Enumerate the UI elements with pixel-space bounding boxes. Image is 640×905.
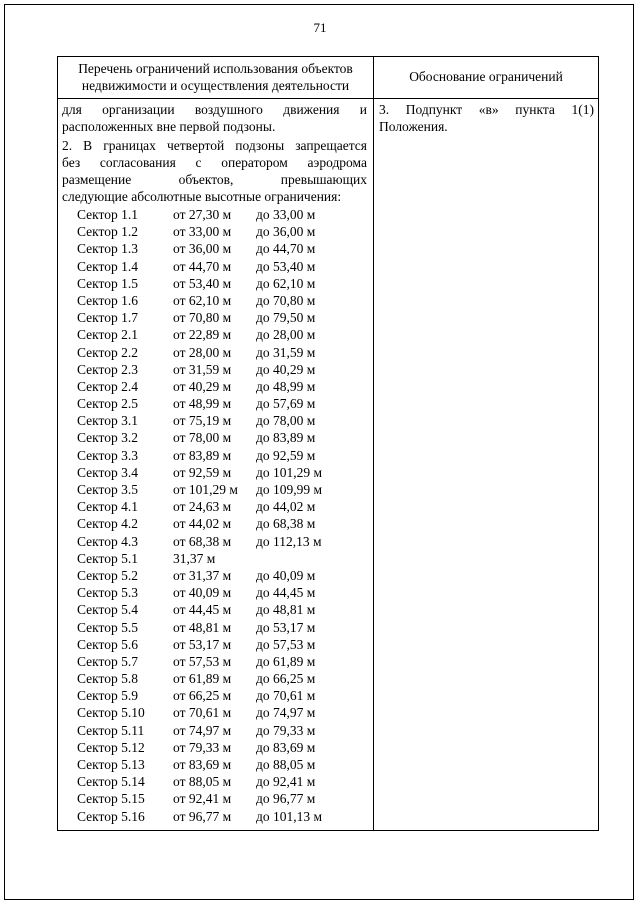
sector-to-height: до 78,00 м bbox=[256, 413, 316, 429]
sector-from-height: от 44,45 м bbox=[173, 602, 232, 618]
sector-row bbox=[62, 447, 367, 464]
sector-row bbox=[62, 808, 367, 825]
text-line: для организации воздушного движения и bbox=[62, 102, 367, 117]
sector-row bbox=[62, 619, 367, 636]
sector-name: Сектор 1.5 bbox=[77, 275, 139, 291]
text-line: размещение объектов, превышающих bbox=[62, 172, 367, 187]
sector-to-height: до 66,25 м bbox=[256, 671, 316, 687]
sector-from-height: от 36,00 м bbox=[173, 241, 232, 257]
sector-row bbox=[62, 464, 367, 481]
sector-to-height: до 48,99 м bbox=[256, 378, 316, 394]
sector-to-height: до 44,45 м bbox=[256, 585, 316, 601]
sector-row bbox=[62, 550, 367, 567]
sector-to-height: до 28,00 м bbox=[256, 327, 316, 343]
sector-to-height: до 31,59 м bbox=[256, 344, 316, 360]
sector-to-height: до 33,00 м bbox=[256, 207, 316, 222]
sector-to-height: до 83,89 м bbox=[256, 430, 316, 446]
sector-row bbox=[62, 258, 367, 275]
sector-name: Сектор 5.4 bbox=[77, 602, 139, 618]
sector-name: Сектор 5.16 bbox=[77, 808, 145, 824]
sector-from-height: от 83,89 м bbox=[173, 447, 232, 463]
sector-row bbox=[62, 240, 367, 257]
sector-row bbox=[62, 412, 367, 429]
sector-list bbox=[62, 206, 367, 825]
sector-from-height: от 53,17 м bbox=[173, 636, 232, 652]
sector-from-height: от 101,29 м bbox=[173, 482, 238, 497]
sector-from-height: от 40,29 м bbox=[173, 378, 232, 394]
sector-name: Сектор 2.5 bbox=[77, 396, 139, 412]
sector-to-height: до 44,02 м bbox=[256, 499, 316, 515]
sector-from-height: от 70,80 м bbox=[173, 310, 232, 326]
sector-name: Сектор 4.1 bbox=[77, 499, 139, 515]
sector-from-height: от 57,53 м bbox=[173, 653, 232, 669]
sector-row bbox=[62, 790, 367, 807]
sector-from-height: от 66,25 м bbox=[173, 688, 232, 704]
sector-row bbox=[62, 739, 367, 756]
sector-from-height: от 92,59 м bbox=[173, 464, 232, 480]
sector-row bbox=[62, 687, 367, 704]
sector-row bbox=[62, 275, 367, 292]
sector-row bbox=[62, 704, 367, 721]
sector-to-height: до 44,70 м bbox=[256, 241, 316, 257]
sector-name: Сектор 5.14 bbox=[77, 774, 145, 790]
sector-name: Сектор 1.2 bbox=[77, 224, 139, 240]
sector-from-height: от 62,10 м bbox=[173, 292, 232, 308]
text-line: следующие абсолютные высотные ограничения: bbox=[62, 189, 342, 204]
sector-to-height: до 92,41 м bbox=[256, 774, 316, 790]
sector-from-height: от 22,89 м bbox=[173, 327, 232, 343]
sector-from-height: от 40,09 м bbox=[173, 585, 232, 601]
sector-to-height: до 74,97 м bbox=[256, 705, 316, 721]
column-divider bbox=[373, 57, 374, 830]
sector-name: Сектор 3.5 bbox=[77, 482, 139, 497]
sector-row bbox=[62, 756, 367, 773]
sector-name: Сектор 5.5 bbox=[77, 619, 139, 635]
sector-from-height: от 33,00 м bbox=[173, 224, 232, 240]
sector-from-height: от 48,99 м bbox=[173, 396, 232, 412]
sector-row bbox=[62, 636, 367, 653]
sector-name: Сектор 3.4 bbox=[77, 464, 139, 480]
justification-cell bbox=[379, 101, 594, 135]
header-left-column bbox=[58, 60, 373, 94]
sector-row bbox=[62, 378, 367, 395]
sector-row bbox=[62, 533, 367, 550]
sector-name: Сектор 5.6 bbox=[77, 636, 139, 652]
sector-to-height: до 40,09 м bbox=[256, 567, 316, 583]
sector-name: Сектор 5.10 bbox=[77, 705, 145, 721]
sector-row bbox=[62, 722, 367, 739]
header-right-column: Обоснование ограничений bbox=[409, 69, 563, 84]
sector-name: Сектор 5.8 bbox=[77, 671, 139, 687]
sector-name: Сектор 2.1 bbox=[77, 327, 139, 343]
sector-to-height: до 68,38 м bbox=[256, 516, 316, 532]
sector-name: Сектор 1.4 bbox=[77, 258, 139, 274]
sector-to-height: до 101,13 м bbox=[256, 808, 323, 824]
sector-from-height: от 78,00 м bbox=[173, 430, 232, 446]
sector-from-height: от 79,33 м bbox=[173, 739, 232, 755]
text-line: расположенных вне первой подзоны. bbox=[62, 119, 276, 134]
sector-name: Сектор 1.6 bbox=[77, 292, 139, 308]
sector-to-height: до 57,69 м bbox=[256, 396, 316, 412]
sector-from-height: от 44,02 м bbox=[173, 516, 232, 532]
text-line: 2. В границах четвертой подзоны запрещается bbox=[62, 138, 367, 153]
sector-from-height: от 74,97 м bbox=[173, 722, 232, 738]
sector-row bbox=[62, 292, 367, 309]
header-left-line: недвижимости и осуществления деятельности bbox=[81, 78, 350, 93]
sector-row bbox=[62, 601, 367, 618]
sector-from-height: от 96,77 м bbox=[173, 808, 232, 824]
sector-to-height: до 96,77 м bbox=[256, 791, 316, 807]
sector-to-height: до 36,00 м bbox=[256, 224, 316, 240]
sector-name: Сектор 5.7 bbox=[77, 653, 139, 669]
sector-row bbox=[62, 481, 367, 498]
sector-from-height: от 75,19 м bbox=[173, 413, 232, 429]
sector-to-height: до 48,81 м bbox=[256, 602, 316, 618]
sector-name: Сектор 1.7 bbox=[77, 310, 139, 326]
sector-to-height: до 109,99 м bbox=[256, 482, 323, 497]
sector-to-height: до 53,40 м bbox=[256, 258, 316, 274]
sector-from-height: от 24,63 м bbox=[173, 499, 232, 515]
sector-to-height: до 57,53 м bbox=[256, 636, 316, 652]
sector-row bbox=[62, 773, 367, 790]
sector-row bbox=[62, 498, 367, 515]
sector-name: Сектор 3.2 bbox=[77, 430, 139, 446]
sector-row bbox=[62, 584, 367, 601]
sector-row bbox=[62, 361, 367, 378]
sector-to-height: до 92,59 м bbox=[256, 447, 316, 463]
sector-from-height: 31,37 м bbox=[173, 550, 216, 566]
sector-row bbox=[62, 309, 367, 326]
sector-from-height: от 44,70 м bbox=[173, 258, 232, 274]
sector-name: Сектор 5.3 bbox=[77, 585, 139, 601]
sector-to-height: до 101,29 м bbox=[256, 464, 323, 480]
sector-row bbox=[62, 670, 367, 687]
sector-name: Сектор 5.1 bbox=[77, 550, 139, 566]
sector-row bbox=[62, 567, 367, 584]
sector-to-height: до 79,33 м bbox=[256, 722, 316, 738]
sector-to-height: до 88,05 м bbox=[256, 757, 316, 772]
sector-name: Сектор 3.3 bbox=[77, 447, 139, 463]
sector-name: Сектор 5.9 bbox=[77, 688, 139, 704]
sector-name: Сектор 4.3 bbox=[77, 533, 139, 549]
sector-name: Сектор 5.15 bbox=[77, 791, 145, 807]
sector-from-height: от 31,59 м bbox=[173, 361, 232, 377]
sector-name: Сектор 1.3 bbox=[77, 241, 139, 257]
sector-to-height: до 79,50 м bbox=[256, 310, 316, 326]
sector-name: Сектор 3.1 bbox=[77, 413, 139, 429]
sector-name: Сектор 5.13 bbox=[77, 757, 145, 772]
sector-row bbox=[62, 344, 367, 361]
restrictions-list-cell bbox=[62, 101, 367, 825]
sector-from-height: от 70,61 м bbox=[173, 705, 232, 721]
sector-to-height: до 112,13 м bbox=[256, 533, 322, 549]
sector-from-height: от 53,40 м bbox=[173, 275, 232, 291]
sector-from-height: от 27,30 м bbox=[173, 207, 232, 222]
sector-to-height: до 70,80 м bbox=[256, 292, 316, 308]
sector-to-height: до 83,69 м bbox=[256, 739, 316, 755]
sector-from-height: от 31,37 м bbox=[173, 567, 232, 583]
sector-name: Сектор 5.2 bbox=[77, 567, 139, 583]
sector-to-height: до 62,10 м bbox=[256, 275, 316, 291]
sector-name: Сектор 5.11 bbox=[77, 722, 145, 738]
sector-name: Сектор 2.3 bbox=[77, 361, 139, 377]
header-divider bbox=[58, 98, 598, 99]
sector-to-height: до 40,29 м bbox=[256, 361, 316, 377]
sector-from-height: от 68,38 м bbox=[173, 533, 232, 549]
sector-row bbox=[62, 395, 367, 412]
sector-to-height: до 53,17 м bbox=[256, 619, 316, 635]
sector-name: Сектор 1.1 bbox=[77, 207, 139, 222]
text-line: 3. Подпункт «в» пункта 1(1) bbox=[379, 102, 594, 117]
sector-name: Сектор 2.2 bbox=[77, 344, 139, 360]
sector-from-height: от 28,00 м bbox=[173, 344, 232, 360]
sector-row bbox=[62, 223, 367, 240]
sector-from-height: от 92,41 м bbox=[173, 791, 232, 807]
text-line: без согласования с оператором аэродрома bbox=[62, 155, 367, 170]
restrictions-table bbox=[57, 56, 599, 831]
sector-name: Сектор 4.2 bbox=[77, 516, 139, 532]
page-number: 71 bbox=[313, 20, 327, 35]
sector-name: Сектор 2.4 bbox=[77, 378, 139, 394]
sector-row bbox=[62, 653, 367, 670]
header-left-line: Перечень ограничений использования объектов bbox=[78, 61, 353, 76]
sector-from-height: от 61,89 м bbox=[173, 671, 232, 687]
sector-row bbox=[62, 429, 367, 446]
sector-from-height: от 88,05 м bbox=[173, 774, 232, 790]
sector-to-height: до 61,89 м bbox=[256, 653, 316, 669]
sector-name: Сектор 5.12 bbox=[77, 739, 145, 755]
sector-row bbox=[62, 515, 367, 532]
sector-row bbox=[62, 326, 367, 343]
sector-from-height: от 83,69 м bbox=[173, 757, 232, 772]
text-line: Положения. bbox=[379, 119, 448, 134]
sector-from-height: от 48,81 м bbox=[173, 619, 232, 635]
sector-row bbox=[62, 206, 367, 223]
sector-to-height: до 70,61 м bbox=[256, 688, 316, 704]
